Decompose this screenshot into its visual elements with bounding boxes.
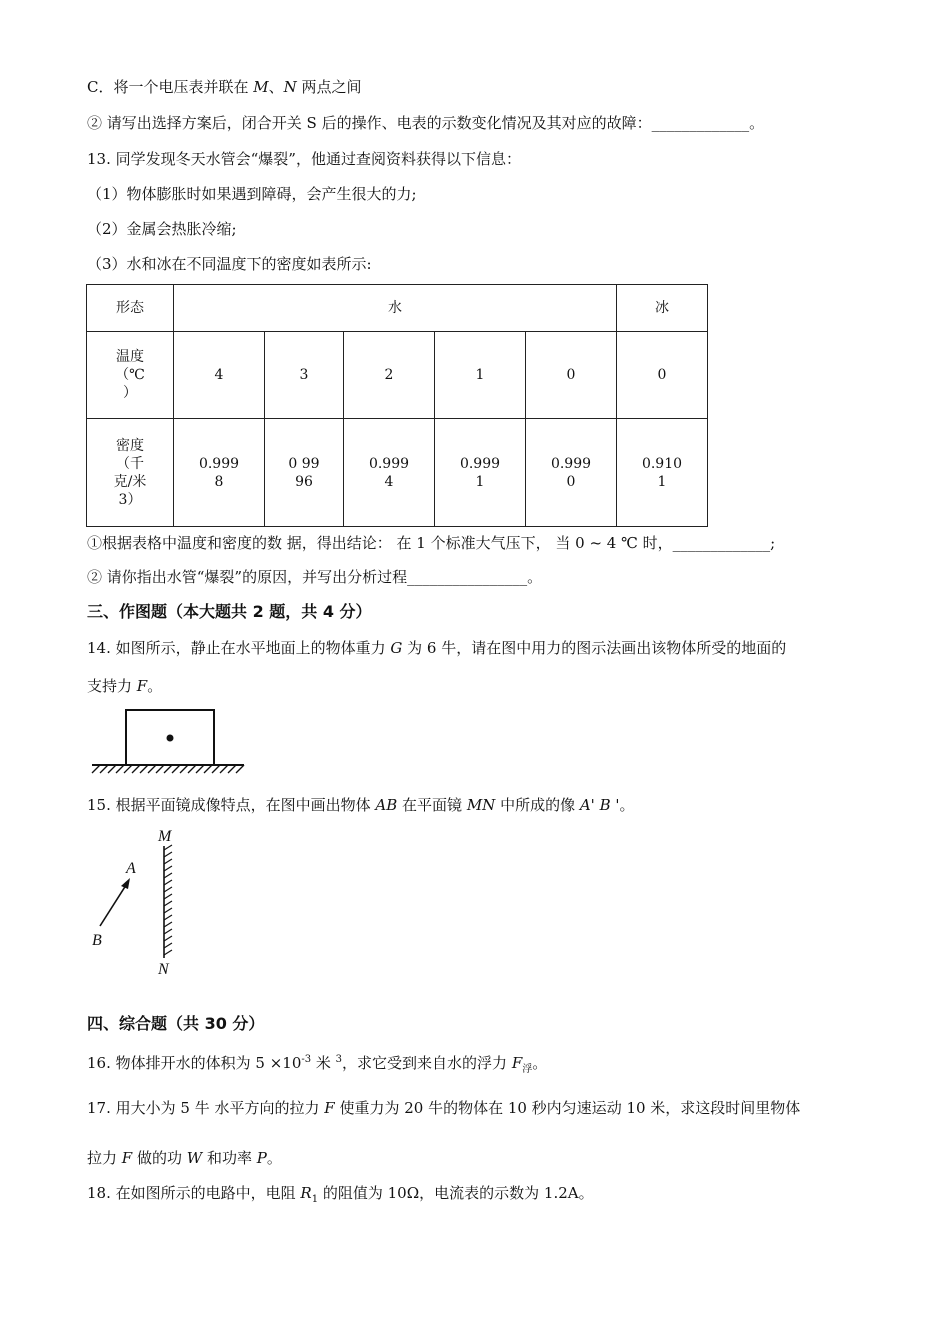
section-4-title: 四、综合题（共 30 分） [87, 1014, 265, 1033]
density-cell: 0.999 8 [174, 419, 265, 527]
density-cell: 0.999 0 [526, 419, 617, 527]
q18-text: 18. 在如图所示的电路中，电阻 $R_1$ 的阻值为 10Ω，电流表的示数为 1.2A。 [87, 1184, 594, 1205]
q13-part1: ①根据表格中温度和密度的数 据，得出结论： 在 1 个标准大气压下， 当 0 ~ 4 ℃ 时，_____________; [87, 534, 776, 552]
temp-cell: 4 [174, 332, 265, 419]
density-cell: 0.910 1 [617, 419, 708, 527]
center-dot [167, 735, 174, 742]
label-n: N [158, 961, 169, 978]
label-b: B [92, 932, 102, 949]
block-on-ground-figure [86, 705, 248, 777]
density-cell: 0.999 1 [435, 419, 526, 527]
temp-cell: 0 [617, 332, 708, 419]
ground-hatch [92, 765, 244, 773]
water-header: 水 [174, 285, 617, 332]
q13-part2: ② 请你指出水管“爆裂”的原因，并写出分析过程________________。 [87, 568, 543, 586]
q14-text-2: 支持力 F。 [87, 677, 163, 695]
option-c: C．将一个电压表并联在 M、N 两点之间 [87, 78, 362, 96]
object-ab [100, 882, 128, 926]
q13-info-1: （1）物体膨胀时如果遇到障碍，会产生很大的力; [87, 185, 417, 203]
q16-text: 16. 物体排开水的体积为 $5 \times 10^{-3}$ 米 $^3$，求它受到来自水的浮力 $F_浮$。 [87, 1054, 548, 1075]
section-3-title: 三、作图题（本大题共 2 题，共 4 分） [87, 602, 372, 621]
mirror-hatch [164, 845, 172, 955]
q13-intro: 13. 同学发现冬天水管会“爆裂”，他通过查阅资料获得以下信息： [87, 150, 521, 168]
q17-text-1: 17. 用大小为 5 牛 水平方向的拉力 F 使重力为 20 牛的物体在 10 秒内匀速运动 10 米，求这段时间里物体 [87, 1099, 801, 1117]
label-a: A [126, 860, 136, 877]
density-table [86, 284, 708, 527]
temp-cell: 2 [344, 332, 435, 419]
q13-info-3: （3）水和冰在不同温度下的密度如表所示: [87, 255, 372, 273]
temp-cell: 1 [435, 332, 526, 419]
density-cell: 0 99 96 [265, 419, 344, 527]
temp-cell: 3 [265, 332, 344, 419]
ice-header: 冰 [617, 285, 708, 332]
density-cell: 0.999 4 [344, 419, 435, 527]
temp-label: 温度 （℃ ） [87, 332, 174, 419]
label-m: M [158, 828, 172, 845]
q14-text-1: 14. 如图所示，静止在水平地面上的物体重力 G 为 6 牛，请在图中用力的图示法画出该物体所受的地面的 [87, 639, 787, 657]
plane-mirror-figure [86, 824, 196, 980]
state-header: 形态 [87, 285, 174, 332]
q15-text: 15. 根据平面镜成像特点，在图中画出物体 AB 在平面镜 MN 中所成的像 A' B '。 [87, 796, 635, 814]
q13-info-2: （2）金属会热胀冷缩; [87, 220, 237, 238]
q12-part2: ② 请写出选择方案后，闭合开关 S 后的操作、电表的示数变化情况及其对应的故障：_____________。 [87, 114, 765, 132]
arrowhead [121, 878, 130, 889]
temp-cell: 0 [526, 332, 617, 419]
density-label: 密度 （千 克/米 3） [87, 419, 174, 527]
q17-text-2: 拉力 F 做的功 W 和功率 P。 [87, 1149, 282, 1167]
